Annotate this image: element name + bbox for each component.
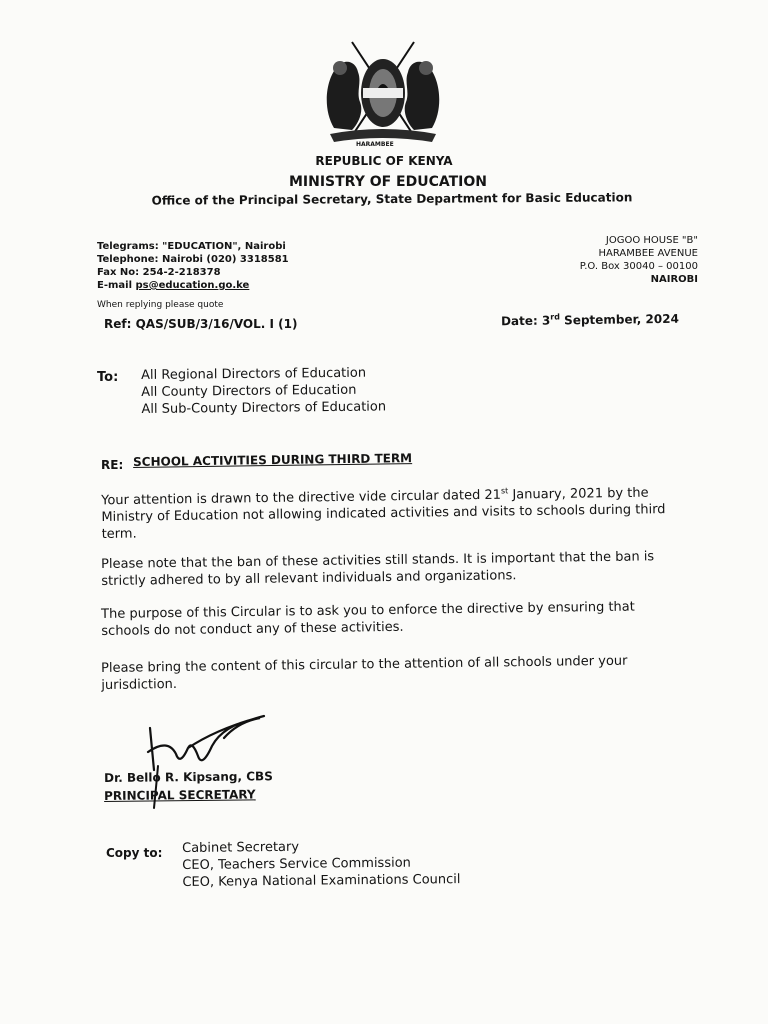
copy-to-line: CEO, Kenya National Examinations Council <box>182 872 461 890</box>
letter-date: Date: 3rd September, 2024 <box>500 311 679 329</box>
signatory-name: Dr. Bello R. Kipsang, CBS <box>104 769 273 785</box>
body-paragraph-1: Your attention is drawn to the directive vide circular dated 21st January, 2021 by the Ministry of Education not allowing indicated activities and visits to schools during third term. <box>101 485 666 543</box>
emblem-motto: HARAMBEE <box>356 141 394 148</box>
address-line-2: HARAMBEE AVENUE <box>598 248 698 259</box>
recipient-line: All County Directors of Education <box>141 382 357 400</box>
telephone-line: Telephone: Nairobi (020) 3318581 <box>97 254 289 265</box>
body-paragraph-4: Please bring the content of this circular to the attention of all schools under your jurisdiction. <box>101 653 628 693</box>
telegrams-line: Telegrams: "EDUCATION", Nairobi <box>97 241 286 252</box>
email-link[interactable]: ps@education.go.ke <box>135 280 250 291</box>
email-line <box>97 279 289 292</box>
copy-to-line: CEO, Teachers Service Commission <box>182 855 411 873</box>
subject-label: RE: <box>101 458 124 472</box>
kenya-coat-of-arms-icon <box>316 38 450 150</box>
ministry-heading: MINISTRY OF EDUCATION <box>288 174 488 190</box>
copy-to-line: Cabinet Secretary <box>182 839 300 856</box>
subject-title: SCHOOL ACTIVITIES DURING THIRD TERM <box>133 451 413 469</box>
recipient-line: All Sub-County Directors of Education <box>141 399 387 417</box>
fax-line: Fax No: 254-2-218378 <box>97 267 221 278</box>
address-line-1: JOGOO HOUSE "B" <box>605 235 698 246</box>
reference-number: Ref: QAS/SUB/3/16/VOL. I (1) <box>104 317 298 331</box>
reply-quote-note: When replying please quote <box>97 300 224 310</box>
address-line-4: NAIROBI <box>650 274 698 285</box>
recipients-label: To: <box>97 370 119 385</box>
recipients-list <box>141 364 386 418</box>
recipient-line: All Regional Directors of Education <box>141 365 367 383</box>
copy-to-label: Copy to: <box>106 846 163 860</box>
republic-heading: REPUBLIC OF KENYA <box>315 154 453 168</box>
address-block <box>580 234 698 286</box>
copy-to-list <box>182 837 461 891</box>
body-paragraph-2: Please note that the ban of these activities still stands. It is important that the ban is strictly adhered to by all relevant individuals and organizations. <box>101 549 655 589</box>
contact-block <box>97 240 289 292</box>
office-heading: Office of the Principal Secretary, State Department for Basic Education <box>151 190 633 208</box>
email-label: E-mail <box>97 280 136 291</box>
signatory-title: PRINCIPAL SECRETARY <box>104 787 256 803</box>
body-paragraph-3: The purpose of this Circular is to ask you to enforce the directive by ensuring that schools do not conduct any of these activities. <box>101 599 635 639</box>
address-line-3: P.O. Box 30040 – 00100 <box>579 261 698 272</box>
